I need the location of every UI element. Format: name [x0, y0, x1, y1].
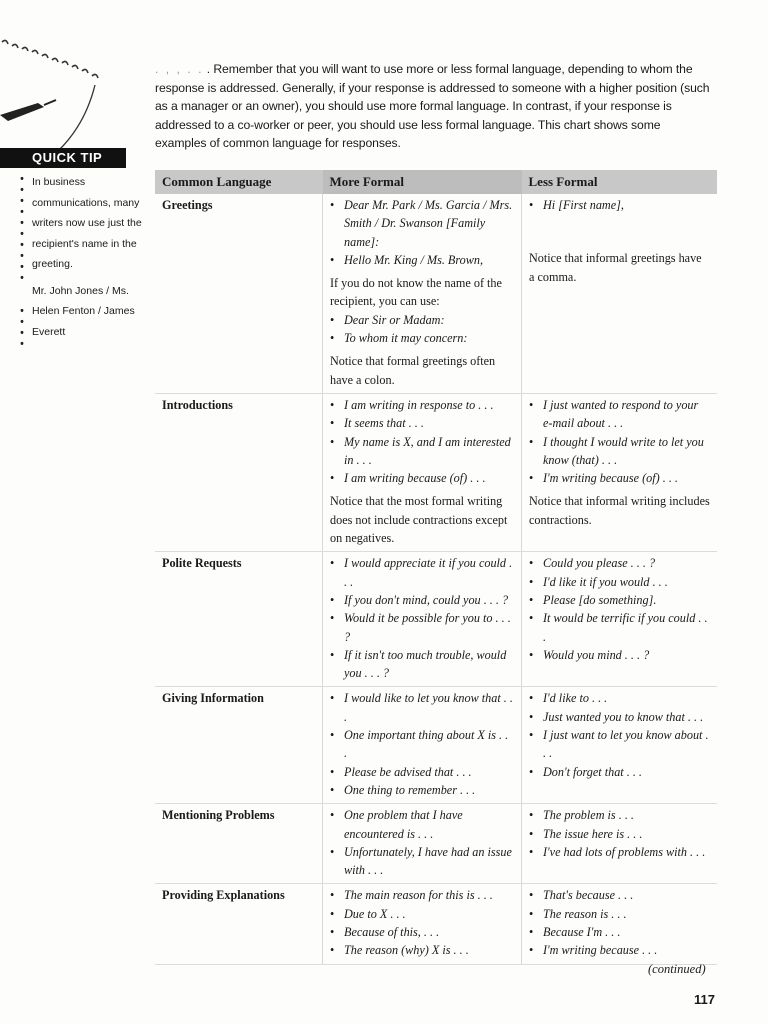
- list-item: • Because I'm . . .: [529, 923, 710, 941]
- list-item: • One important thing about X is . . .: [330, 726, 514, 763]
- list-item: • The main reason for this is . . .: [330, 886, 514, 904]
- list-item: • To whom it may concern:: [330, 329, 514, 347]
- list-item: • If you don't mind, could you . . . ?: [330, 591, 514, 609]
- list-item: • Don't forget that . . .: [529, 763, 710, 781]
- list-item: • I would appreciate it if you could . . .: [330, 554, 514, 591]
- list-item: • I would like to let you know that . . .: [330, 689, 514, 726]
- intro-text: . Remember that you will want to use more or less formal language, depending to whom the response is addressed. Generally, if your response is addressed to someone with a higher position (such as a manager or an owner), you should use more formal language. In contrast, if your response is addressed to a co-worker or peer, you should use less formal language. This chart shows some examples of common language for responses.: [155, 62, 710, 151]
- table-row: [155, 552, 717, 687]
- pen-icon: [0, 85, 120, 155]
- list-item: • Unfortunately, I have had an issue with . . .: [330, 843, 514, 880]
- list-item: • I'd like to . . .: [529, 689, 710, 707]
- dotted-line-icon: [20, 174, 24, 350]
- cell-note: Notice that informal greetings have a comma.: [529, 251, 702, 284]
- category-label: Providing Explanations: [155, 884, 323, 964]
- list-item: • Dear Sir or Madam:: [330, 311, 514, 329]
- list-item: • One thing to remember . . .: [330, 781, 514, 799]
- page-number: 117: [694, 992, 715, 1007]
- list-item: • The problem is . . .: [529, 806, 710, 824]
- list-item: • Dear Mr. Park / Ms. Garcia / Mrs. Smith / Dr. Swanson [Family name]:: [330, 196, 514, 251]
- list-item: • It would be terrific if you could . . .: [529, 609, 710, 646]
- header-less-formal: Less Formal: [522, 170, 718, 194]
- less-formal-cell: [522, 687, 718, 804]
- list-item: • One problem that I have encountered is . . .: [330, 806, 514, 843]
- quick-tip-example: Mr. John Jones / Ms. Helen Fenton / James Everett: [32, 284, 135, 338]
- less-formal-cell: [522, 552, 718, 687]
- cell-note: Notice that informal writing includes contractions.: [529, 494, 710, 527]
- list-item: • I thought I would write to let you know (that) . . .: [529, 433, 710, 470]
- list-item: • I'm writing because (of) . . .: [529, 469, 710, 487]
- list-item: • I am writing because (of) . . .: [330, 469, 514, 487]
- list-item: • Would you mind . . . ?: [529, 646, 710, 664]
- list-item: • I just want to let you know about . . .: [529, 726, 710, 763]
- formal-cell: [323, 194, 522, 393]
- list-item: • I'm writing because . . .: [529, 941, 710, 959]
- quick-tip-header: QUICK TIP: [0, 148, 126, 168]
- less-formal-cell: [522, 884, 718, 964]
- cell-note: Notice that formal greetings often have a colon.: [330, 354, 496, 387]
- formal-cell: [323, 552, 522, 687]
- list-item: • Could you please . . . ?: [529, 554, 710, 572]
- list-item: • If it isn't too much trouble, would you . . . ?: [330, 646, 514, 683]
- intro-paragraph: [155, 60, 715, 153]
- table-row: [155, 804, 717, 884]
- list-item: • Hi [First name],: [529, 196, 710, 214]
- list-item: • Please [do something].: [529, 591, 710, 609]
- list-item: • Hello Mr. King / Ms. Brown,: [330, 251, 514, 269]
- less-formal-cell: [522, 393, 718, 551]
- notebook-spiral-icon: [0, 38, 110, 88]
- formal-cell: [323, 884, 522, 964]
- list-item: • Because of this, . . .: [330, 923, 514, 941]
- less-formal-cell: [522, 804, 718, 884]
- formal-cell: [323, 687, 522, 804]
- cell-note: If you do not know the name of the recipient, you can use:: [330, 276, 502, 309]
- table-row: [155, 687, 717, 804]
- header-more-formal: More Formal: [323, 170, 522, 194]
- language-chart-table: [155, 170, 717, 965]
- intro-faded-lead: . , , . .: [155, 62, 204, 76]
- cell-note: Notice that the most formal writing does not include contractions except on negatives.: [330, 494, 508, 546]
- category-label: Polite Requests: [155, 552, 323, 687]
- list-item: • The reason (why) X is . . .: [330, 941, 514, 959]
- list-item: • I just wanted to respond to your e-mail about . . .: [529, 396, 710, 433]
- list-item: • That's because . . .: [529, 886, 710, 904]
- category-label: Introductions: [155, 393, 323, 551]
- list-item: • Would it be possible for you to . . . ?: [330, 609, 514, 646]
- list-item: • The reason is . . .: [529, 905, 710, 923]
- list-item: • I'd like it if you would . . .: [529, 573, 710, 591]
- header-common-language: Common Language: [155, 170, 323, 194]
- table-header-row: [155, 170, 717, 194]
- list-item: • I am writing in response to . . .: [330, 396, 514, 414]
- formal-cell: [323, 804, 522, 884]
- category-label: Mentioning Problems: [155, 804, 323, 884]
- table-row: [155, 393, 717, 551]
- list-item: • Just wanted you to know that . . .: [529, 708, 710, 726]
- list-item: • I've had lots of problems with . . .: [529, 843, 710, 861]
- list-item: • Due to X . . .: [330, 905, 514, 923]
- list-item: • My name is X, and I am interested in . . .: [330, 433, 514, 470]
- quick-tip-body: [20, 172, 150, 348]
- continued-label: (continued): [648, 962, 706, 976]
- table-row: [155, 884, 717, 964]
- list-item: • The issue here is . . .: [529, 825, 710, 843]
- list-item: • It seems that . . .: [330, 414, 514, 432]
- less-formal-cell: [522, 194, 718, 393]
- list-item: • Please be advised that . . .: [330, 763, 514, 781]
- table-row: [155, 194, 717, 393]
- quick-tip-paragraph: In business communications, many writers now use just the recipient's name in the greeting.: [32, 176, 142, 270]
- category-label: Giving Information: [155, 687, 323, 804]
- formal-cell: [323, 393, 522, 551]
- category-label: Greetings: [155, 194, 323, 393]
